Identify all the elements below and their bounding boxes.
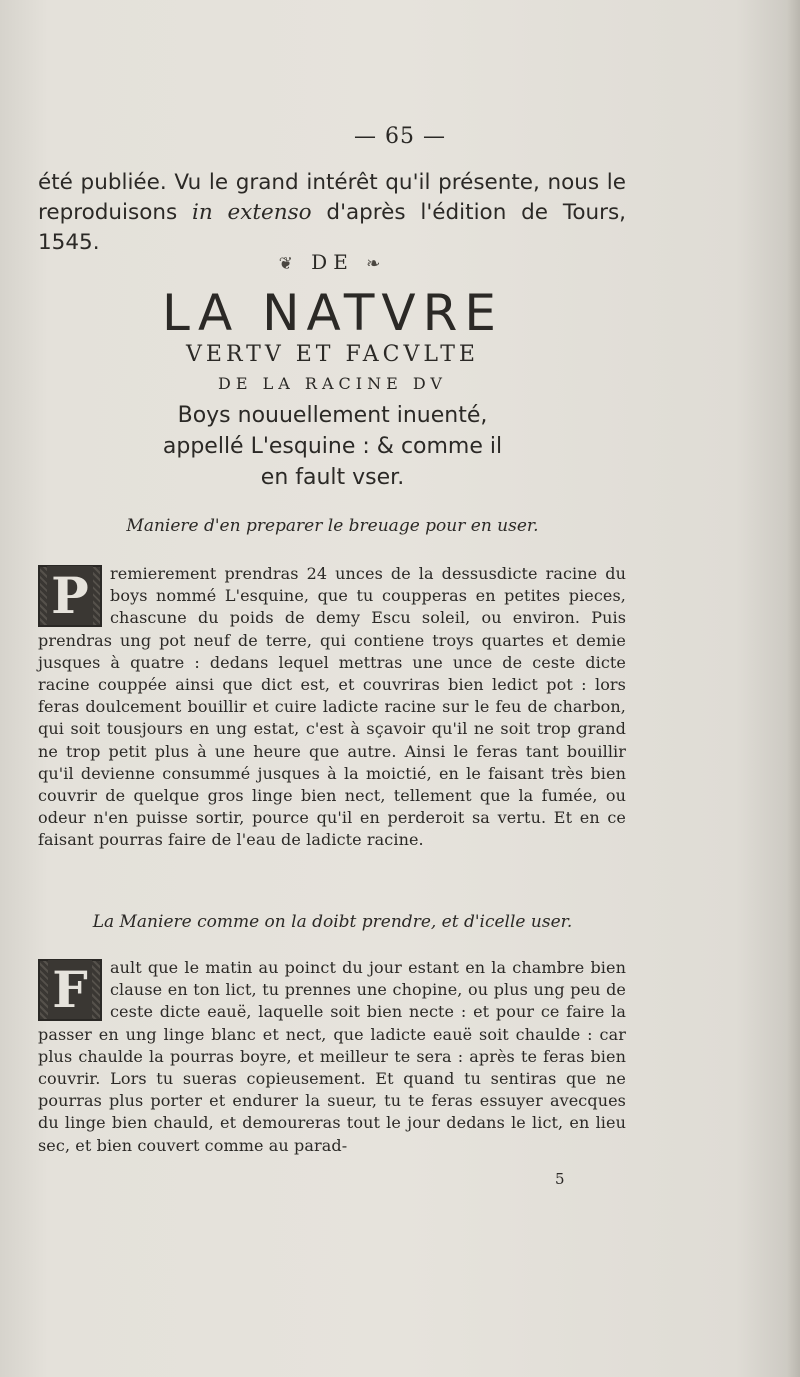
title-main: LA NATVRE bbox=[162, 284, 503, 342]
page-number: — 65 — bbox=[354, 124, 446, 149]
title-body-text: Boys nouuellement inuenté, appellé L'esquine : & comme il en fault vser. bbox=[162, 403, 503, 490]
section-paragraph-1 bbox=[38, 563, 626, 852]
dropcap-f-icon: F bbox=[38, 959, 102, 1021]
section-2-text: ault que le matin au poinct du jour estant en la chambre bien clause en ton lict, tu prennes une chopine, ou plus ung peu de ceste dicte eauë, laquelle soit bien necte : et pour ce faire la passer en ung linge blanc et nect, que ladicte eauë soit chaulde : car plus chaulde la pourras boyre, et meilleur te sera : après te feras bien couvrir. Lors tu sueras copieusement. Et quand tu sentiras que ne pourras plus porter et endurer la sueur, tu te feras essuyer avecques du linge bien chauld, et demoureras tout le jour dedans le lict, en lieu sec, et bien couvert comme au parad- bbox=[38, 958, 626, 1155]
dropcap-p-icon: P bbox=[38, 565, 102, 627]
signature-mark: 5 bbox=[555, 1170, 565, 1188]
section-heading-2: La Maniere comme on la doibt prendre, et d'icelle user. bbox=[92, 912, 573, 932]
title-de bbox=[0, 250, 665, 274]
title-subtitle-2: DE LA RACINE DV bbox=[218, 374, 447, 393]
title-body bbox=[0, 400, 665, 493]
section-1-text: remierement prendras 24 unces de la dessusdicte racine du boys nommé L'esquine, que tu coupperas en petites pieces, chascune du poids de demy Escu soleil, ou environ. Puis prendras ung pot neuf de terre, qui contiene troys quartes et demie jusques à quatre : dedans lequel mettras une unce de ceste dicte racine couppée ainsi que dict est, et couvriras bien ledict pot : lors feras doulcement bouillir et cuire ladicte racine sur le feu de charbon, qui soit tousjours en ung estat, c'est à sçavoir qu'il ne soit trop grand ne trop petit plus à une heure que autre. Ainsi le feras tant bouillir qu'il devienne consummé jusques à la moictié, en le faisant très bien couvrir de quelque gros linge bien nect, tellement que la fumée, ou odeur n'en puisse sortir, pource qu'il en perderoit sa vertu. Et en ce faisant pourras faire de l'eau de ladicte racine. bbox=[38, 564, 626, 850]
lead-paragraph bbox=[38, 168, 626, 258]
section-paragraph-2 bbox=[38, 957, 626, 1157]
left-fleuron-icon: ❦ bbox=[278, 254, 299, 274]
right-fleuron-icon: ❧ bbox=[366, 254, 387, 274]
lead-italic: in extenso bbox=[192, 200, 312, 225]
lead-text-before: été publiée. Vu le grand intérêt qu'il présente, nous le reproduisons bbox=[38, 170, 626, 225]
title-subtitle-1: VERTV ET FACVLTE bbox=[186, 342, 479, 367]
page-edge bbox=[786, 0, 800, 1377]
lead-text-after: d'après l'édition de Tours, 1545. bbox=[38, 200, 626, 255]
title-de-text: DE bbox=[311, 250, 354, 274]
section-heading-1: Maniere d'en preparer le breuage pour en user. bbox=[126, 516, 539, 536]
